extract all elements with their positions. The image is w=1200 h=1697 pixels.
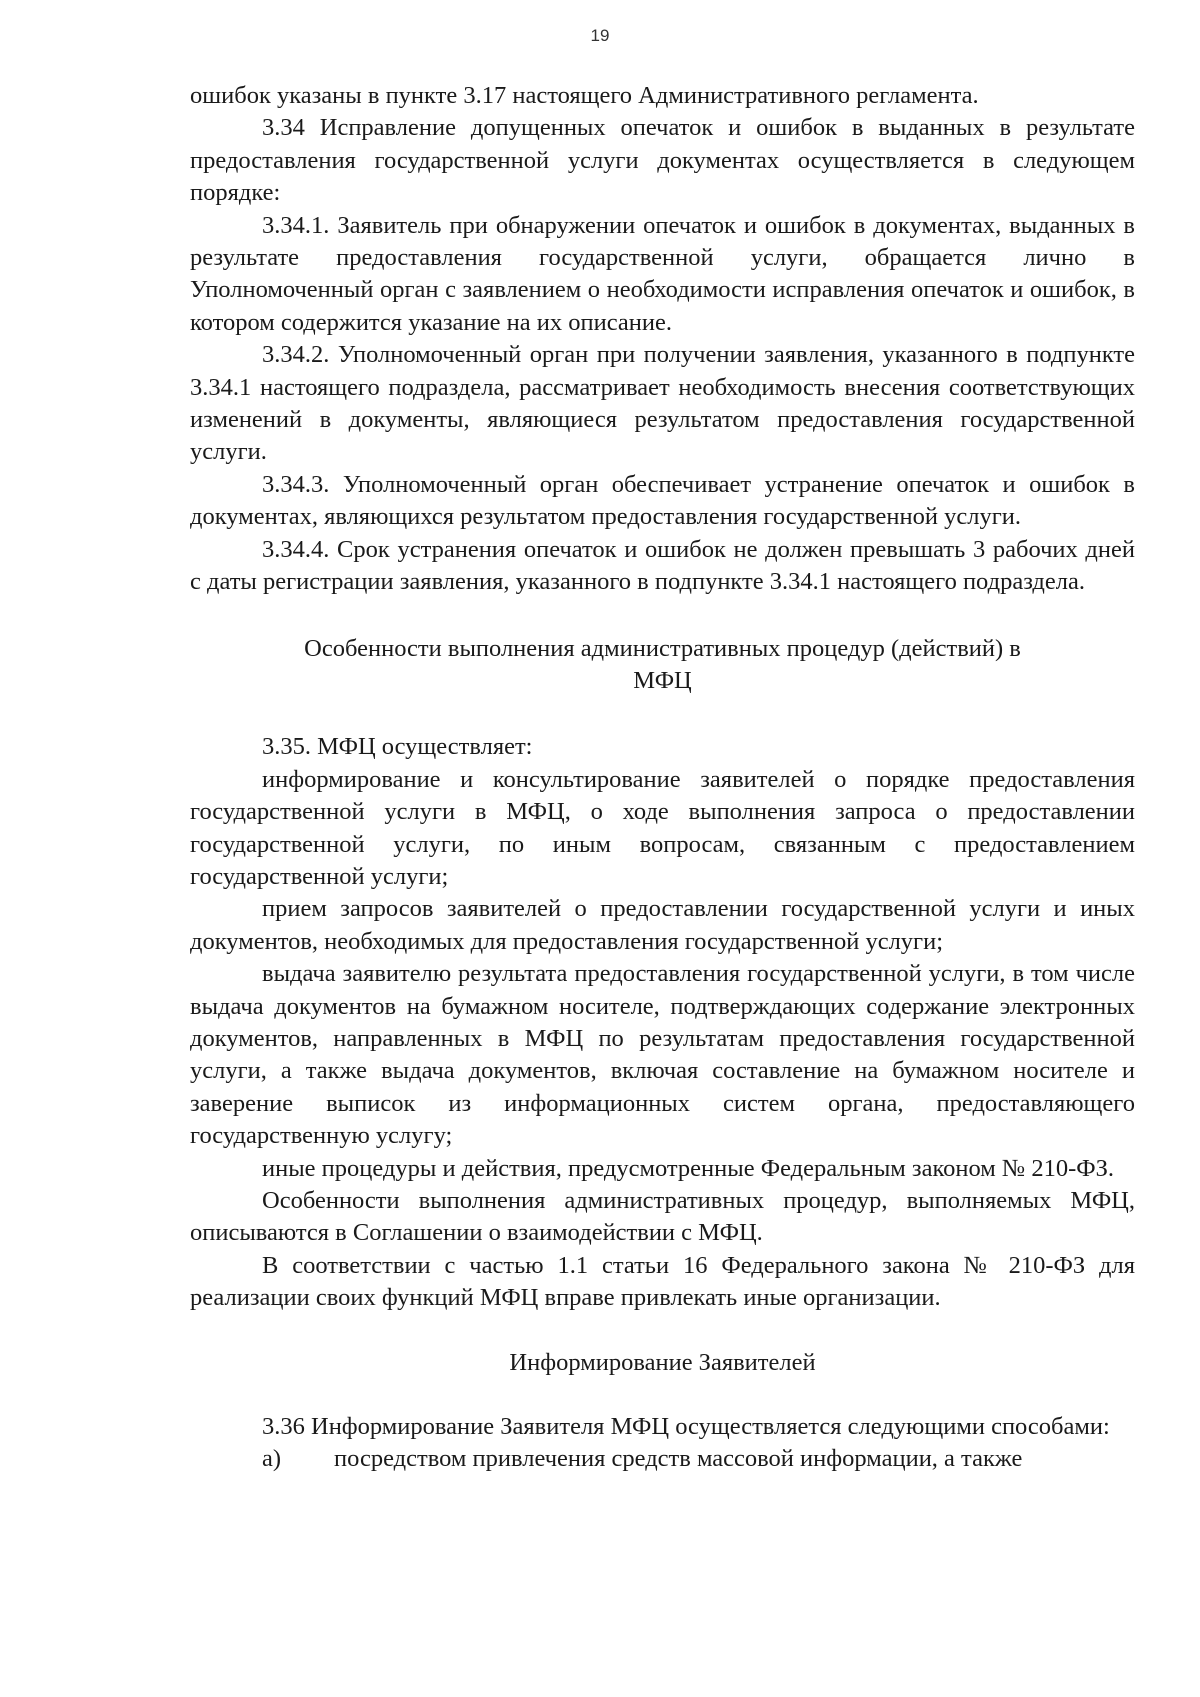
list-marker-a: а): [262, 1445, 282, 1473]
paragraph-3-34: 3.34 Исправление допущенных опечаток и ошибок в выданных в результате предоставления государственной услуги документах осуществляется в следующем порядке:: [190, 114, 1135, 207]
paragraph-other-procedures: иные процедуры и действия, предусмотренные Федеральным законом № 210-ФЗ.: [262, 1154, 1115, 1182]
section-heading-inform: Информирование Заявителей: [509, 1348, 816, 1376]
paragraph-features: Особенности выполнения административных процедур, выполняемых МФЦ, описываются в Соглашении о взаимодействии с МФЦ.: [190, 1187, 1135, 1247]
document-body: [190, 80, 1135, 1476]
paragraph-informing: информирование и консультирование заявителей о порядке предоставления государственной услуги в МФЦ, о ходе выполнения запроса о предоставлении государственной услуги, по иным вопросам, связанным с предоставлением государственной услуги;: [190, 765, 1135, 890]
paragraph-law-reference: В соответствии с частью 1.1 статьи 16 Федерального закона № 210-ФЗ для реализации своих функций МФЦ вправе привлекать иные организации.: [190, 1251, 1135, 1312]
paragraph-continuation: ошибок указаны в пункте 3.17 настоящего Административного регламента.: [190, 82, 979, 109]
paragraph-3-34-2: 3.34.2. Уполномоченный орган при получении заявления, указанного в подпункте 3.34.1 настоящего подраздела, рассматривает необходимость внесения соответствующих изменений в документы, являющиеся результатом предоставления государственной услуги.: [190, 341, 1135, 466]
paragraph-issuance: выдача заявителю результата предоставления государственной услуги, в том числе выдача документов на бумажном носителе, подтверждающих содержание электронных документов, направленных в МФЦ по результатам предоставления государственной услуги, а также выдача документов, включая составление на бумажном носителе и заверение выписок из информационных систем органа, предоставляющего государственную услугу;: [190, 960, 1135, 1150]
list-text-a: посредством привлечения средств массовой информации, а также: [334, 1445, 1023, 1473]
paragraph-3-34-3: 3.34.3. Уполномоченный орган обеспечивает устранение опечаток и ошибок в документах, являющихся результатом предоставления государственной услуги.: [190, 470, 1135, 531]
page-number: 19: [590, 26, 610, 45]
list-item-a: [190, 1443, 1135, 1475]
paragraph-3-34-4: 3.34.4. Срок устранения опечаток и ошибок не должен превышать 3 рабочих дней с даты регистрации заявления, указанного в подпункте 3.34.1 настоящего подраздела.: [190, 535, 1135, 596]
paragraph-3-36: 3.36 Информирование Заявителя МФЦ осуществляется следующими способами:: [262, 1413, 1110, 1441]
section-heading-mfc-line2: МФЦ: [633, 666, 692, 694]
section-heading-mfc-line1: Особенности выполнения административных процедур (действий) в: [304, 634, 1021, 662]
paragraph-3-35: 3.35. МФЦ осуществляет:: [262, 733, 533, 761]
paragraph-3-34-1: 3.34.1. Заявитель при обнаружении опечаток и ошибок в документах, выданных в результате предоставления государственной услуги, обращается лично в Уполномоченный орган с заявлением о необходимости исправления опечаток и ошибок, в котором содержится указание на их описание.: [190, 211, 1135, 336]
paragraph-reception: прием запросов заявителей о предоставлении государственной услуги и иных документов, необходимых для предоставления государственной услуги;: [190, 895, 1135, 955]
